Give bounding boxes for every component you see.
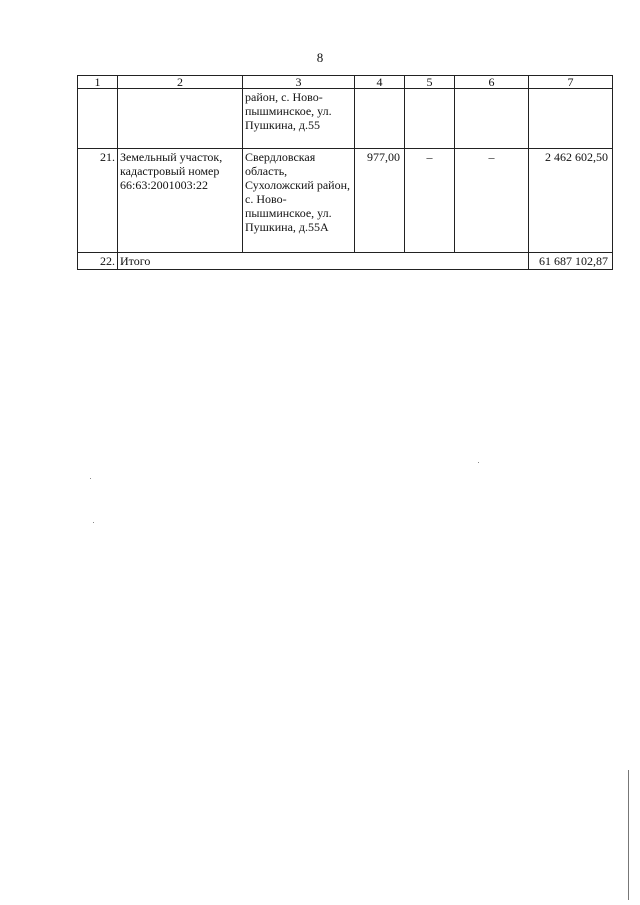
column-number-row [78,76,613,89]
page-number: 8 [316,50,324,65]
column-header-4: 4 [355,76,405,89]
scan-speck [93,522,94,523]
column-5-value [405,89,455,149]
column-header-3: 3 [243,76,355,89]
column-header-7: 7 [529,76,613,89]
column-header-1: 1 [78,76,118,89]
column-5-value: – [405,149,455,253]
total-row-number: 22. [78,253,118,270]
cost-value [529,89,613,149]
column-6-value [455,89,529,149]
row-number [78,89,118,149]
cost-value: 2 462 602,50 [529,149,613,253]
column-header-6: 6 [455,76,529,89]
area-value [355,89,405,149]
total-row [78,253,613,270]
object-name [118,89,243,149]
object-address: район, с. Ново-пышминское, ул. Пушкина, д.55 [243,89,355,149]
total-label: Итого [118,253,529,270]
column-6-value: – [455,149,529,253]
scan-speck [478,462,479,463]
property-table [77,75,613,270]
total-value: 61 687 102,87 [529,253,613,270]
object-address: Свердловская область, Сухоложский район, с. Ново-пышминское, ул. Пушкина, д.55А [243,149,355,253]
scan-speck [90,478,91,479]
scan-edge-line [628,770,629,900]
table-row [78,149,613,253]
table-row [78,89,613,149]
area-value: 977,00 [355,149,405,253]
column-header-5: 5 [405,76,455,89]
column-header-2: 2 [118,76,243,89]
row-number: 21. [78,149,118,253]
object-name: Земельный участок, кадастровый номер 66:63:2001003:22 [118,149,243,253]
